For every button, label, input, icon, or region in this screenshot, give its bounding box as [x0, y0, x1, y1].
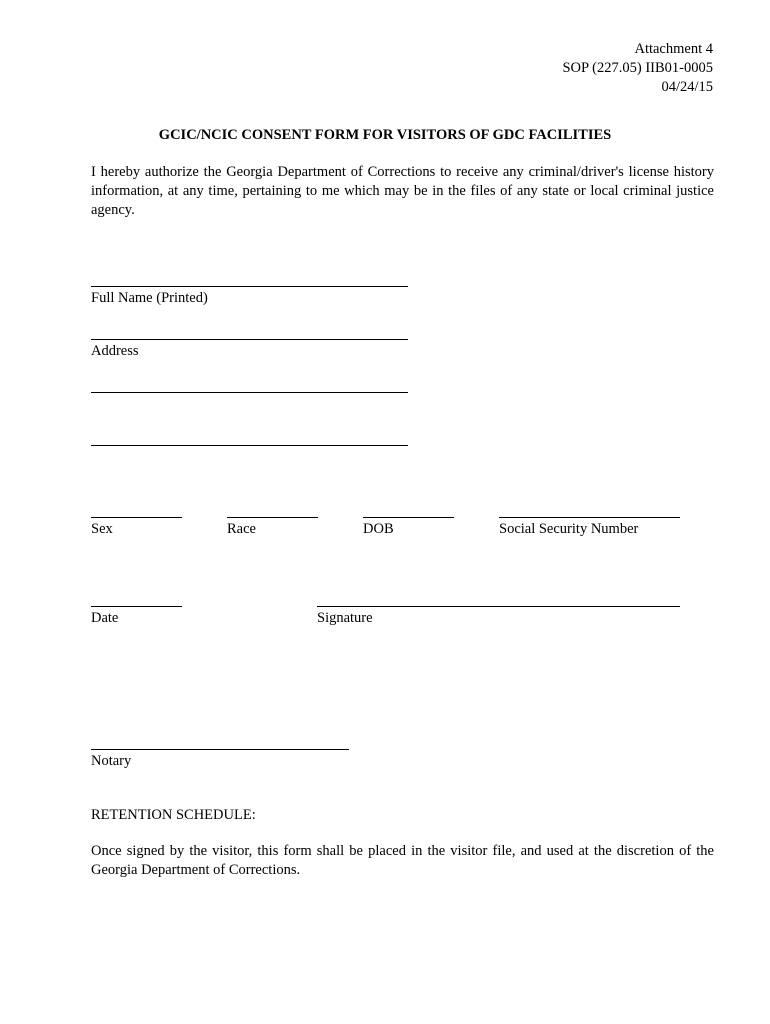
authorization-text: I hereby authorize the Georgia Department of Corrections to receive any criminal/driver's license history information, at any time, pertaining to me which may be in the files of any state or local criminal justice agency. [91, 164, 714, 218]
ssn-line[interactable] [499, 517, 680, 518]
ssn-label: Social Security Number [499, 521, 639, 537]
header-block [562, 40, 713, 97]
full-name-line[interactable] [91, 286, 408, 287]
address-line-3[interactable] [91, 445, 408, 446]
form-title: GCIC/NCIC CONSENT FORM FOR VISITORS OF GDC FACILITIES [158, 127, 612, 143]
retention-text: Once signed by the visitor, this form shall be placed in the visitor file, and used at the discretion of the Georgia Department of Corrections. [91, 843, 714, 878]
dob-label: DOB [363, 521, 394, 537]
sex-line[interactable] [91, 517, 182, 518]
revision-date: 04/24/15 [661, 79, 713, 95]
date-line[interactable] [91, 606, 182, 607]
sex-label: Sex [91, 521, 113, 537]
date-label: Date [91, 610, 119, 626]
sop-number: SOP (227.05) IIB01-0005 [562, 60, 713, 76]
address-line-2[interactable] [91, 392, 408, 393]
signature-line[interactable] [317, 606, 680, 607]
race-line[interactable] [227, 517, 318, 518]
retention-heading: RETENTION SCHEDULE: [91, 807, 256, 823]
notary-label: Notary [91, 753, 132, 769]
signature-label: Signature [317, 610, 373, 626]
address-label: Address [91, 343, 139, 359]
full-name-label: Full Name (Printed) [91, 290, 208, 306]
attachment-label: Attachment 4 [634, 41, 713, 57]
dob-line[interactable] [363, 517, 454, 518]
address-line-1[interactable] [91, 339, 408, 340]
race-label: Race [227, 521, 256, 537]
notary-line[interactable] [91, 749, 349, 750]
